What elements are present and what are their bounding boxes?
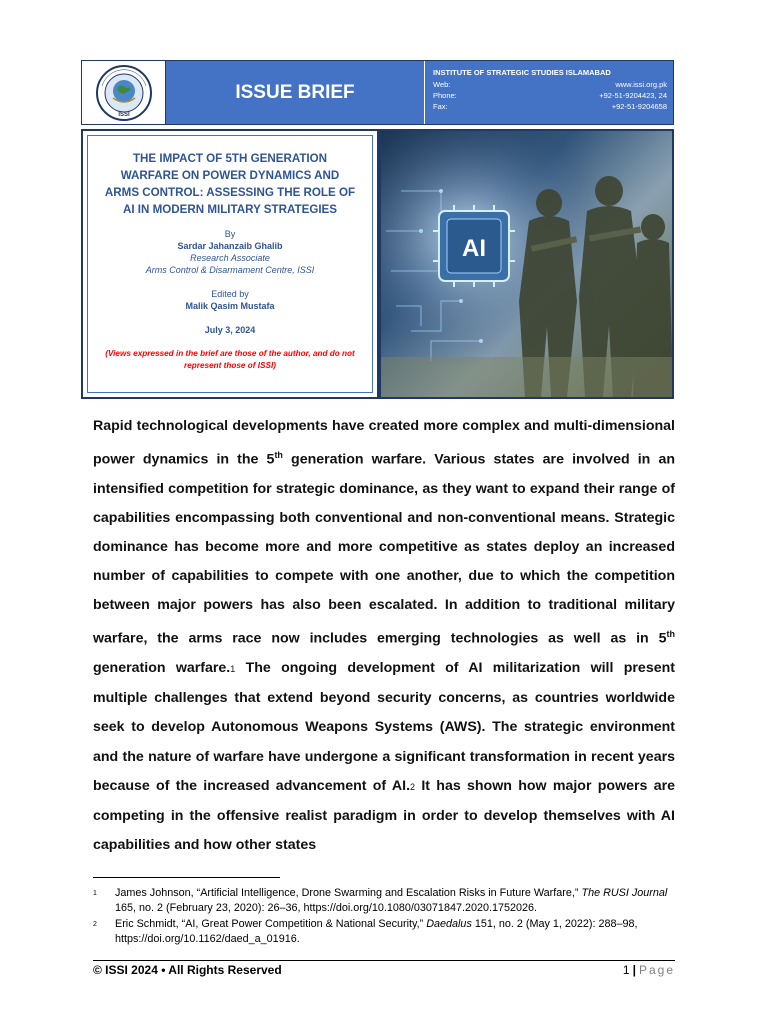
institute-name: INSTITUTE OF STRATEGIC STUDIES ISLAMABAD: [433, 68, 611, 77]
body-segment: generation warfare. Various states are involved in an intensified competition for strategic dominance, as they want to expand their range of capabilities encompassing both conventional and non-conventional means. Strategic dominance has become more and more competitive as states deploy an increased number of capabilities to compete with one another, due to which the competition between major powers has also been escalated. In addition to traditional military warfare, the arms race now includes emerging technologies as well as in 5: [93, 451, 675, 648]
footnote-item: [93, 886, 675, 916]
issi-logo: [82, 61, 166, 124]
superscript: th: [666, 629, 675, 640]
brief-title: THE IMPACT OF 5TH GENERATION WARFARE ON POWER DYNAMICS AND ARMS CONTROL: ASSESSING THE ROLE OF AI IN MODERN MILITARY STRATEGIES: [104, 152, 356, 216]
footnote-ref-2[interactable]: 2: [410, 781, 416, 792]
issue-brief-label: ISSUE BRIEF: [235, 81, 355, 103]
footnote-segment[interactable]: 165, no. 2 (February 23, 2020): 26–36, https://doi.org/10.1080/03071847.2020.1752026.: [115, 902, 538, 914]
page-number: 1: [622, 963, 630, 977]
publication-date: July 3, 2024: [204, 325, 256, 335]
title-panel: [81, 129, 379, 399]
footnote-ref-1[interactable]: 1: [230, 664, 236, 675]
ai-soldiers-illustration: [381, 131, 672, 397]
copyright-notice: © ISSI 2024 • All Rights Reserved: [93, 963, 282, 977]
document-header: [81, 60, 674, 125]
body-text: [93, 412, 675, 860]
title-panel-inner: [87, 135, 373, 393]
body-paragraph: [93, 412, 675, 860]
author-role: Research Associate: [190, 253, 270, 263]
svg-text:ISSI: ISSI: [117, 111, 130, 118]
author-name: Sardar Jahanzaib Ghalib: [177, 241, 283, 251]
edited-by-label: Edited by: [211, 289, 249, 299]
issi-seal-icon: [87, 64, 161, 122]
body-segment: Rapid technological developments have created more complex and multi-dimensional power dynamics in the 5: [93, 418, 675, 468]
footnote-segment: James Johnson, “Artificial Intelligence, Drone Swarming and Escalation Risks in Future Warfare,”: [115, 887, 582, 899]
page-separator: |: [632, 963, 636, 977]
contact-value: +92-51-9204423, 24: [599, 91, 667, 100]
footnote-text: [115, 886, 675, 916]
cover-image: [379, 129, 674, 399]
contact-phone: [433, 90, 667, 101]
page-footer: [93, 963, 675, 977]
contact-web: [433, 79, 667, 90]
footnotes: [93, 886, 675, 948]
footnote-text: [115, 917, 675, 947]
editor-name: Malik Qasim Mustafa: [185, 301, 275, 311]
footnote-segment: Eric Schmidt, “AI, Great Power Competition & National Security,”: [115, 918, 427, 930]
contact-value: www.issi.org.pk: [615, 80, 667, 89]
body-segment: generation warfare.: [93, 660, 231, 677]
contact-block: [425, 61, 673, 124]
author-centre: Arms Control & Disarmament Centre, ISSI: [145, 265, 315, 275]
footnote-number: 2: [93, 921, 97, 928]
body-segment: The ongoing development of AI militarization will present multiple challenges that extend beyond security concerns, as countries worldwide seek to develop Autonomous Weapons Systems (AWS). The strategic environment and the nature of warfare have undergone a significant transformation in recent years because of the increased advancement of AI.: [93, 660, 675, 794]
contact-label: Web:: [433, 80, 451, 89]
footnote-item: [93, 917, 675, 947]
contact-label: Phone:: [433, 91, 457, 100]
superscript: th: [274, 450, 283, 461]
issue-brief-banner: [166, 61, 425, 124]
page-word: Page: [638, 963, 675, 977]
page-indicator: [623, 963, 675, 977]
footnote-journal: Daedalus: [426, 918, 472, 930]
contact-value: +92-51-9204658: [611, 102, 667, 111]
footnote-number: 1: [93, 890, 97, 897]
footnote-journal: The RUSI Journal: [581, 887, 668, 899]
contact-label: Fax:: [433, 102, 448, 111]
by-label: By: [224, 229, 236, 239]
footer-divider: [93, 960, 675, 961]
body-segment: It has shown how major powers are competing in the offensive realist paradigm in order to develop themselves with AI capabilities and how other states: [93, 777, 676, 853]
disclaimer: (Views expressed in the brief are those of the author, and do not represent those of ISSI): [105, 349, 355, 370]
svg-text:AI: AI: [462, 235, 486, 262]
footnote-divider: [93, 877, 280, 878]
contact-fax: [433, 101, 667, 112]
footnote-segment[interactable]: 151, no. 2 (May 1, 2022): 288–98, https://doi.org/10.1162/daed_a_01916.: [115, 918, 638, 945]
